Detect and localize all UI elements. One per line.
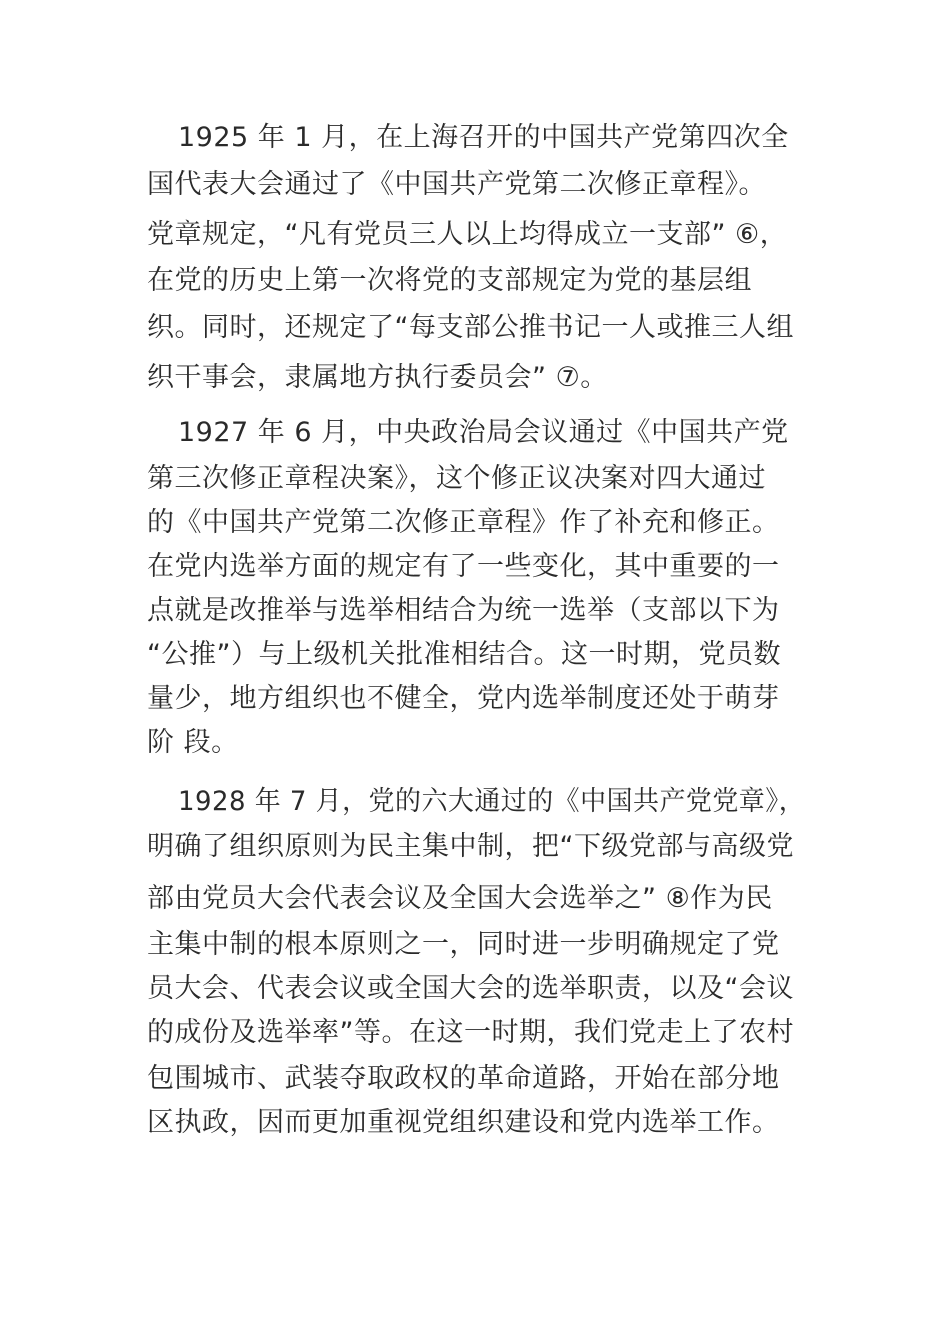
text-line: 第三次修正章程决案》，这个修正议决案对四大通过 xyxy=(147,463,766,494)
text-line: 点就是改推举与选举相结合为统一选举（支部以下为 xyxy=(147,595,780,626)
text-line: 的《中国共产党第二次修正章程》作了补充和修正。 xyxy=(147,507,780,538)
text-line: “公推”）与上级机关批准相结合。这一时期，党员数 xyxy=(147,639,781,670)
text-line: 区执政，因而更加重视党组织建设和党内选举工作。 xyxy=(147,1107,780,1138)
text-line: 阶 段。 xyxy=(147,727,239,758)
text-line: 在党的历史上第一次将党的支部规定为党的基层组 xyxy=(147,265,752,296)
text-line: 员大会、代表会议或全国大会的选举职责，以及“会议 xyxy=(147,973,794,1004)
text-line: 量少，地方组织也不健全，党内选举制度还处于萌芽 xyxy=(147,683,780,714)
text-line: 国代表大会通过了《中国共产党第二次修正章程》。 xyxy=(147,169,766,200)
text-line: 主集中制的根本原则之一，同时进一步明确规定了党 xyxy=(147,929,780,960)
text-line: 1928 年 7 月，党的六大通过的《中国共产党党章》， xyxy=(178,786,806,817)
text-line: 织干事会，隶属地方执行委员会” ⑦。 xyxy=(147,362,608,393)
text-line: 包围城市、武装夺取政权的革命道路，开始在部分地 xyxy=(147,1063,780,1094)
text-line: 明确了组织原则为民主集中制，把“下级党部与高级党 xyxy=(147,831,794,862)
text-line: 1927 年 6 月，中央政治局会议通过《中国共产党 xyxy=(178,417,789,448)
text-line: 的成份及选举率”等。在这一时期，我们党走上了农村 xyxy=(147,1017,794,1048)
text-line: 1925 年 1 月，在上海召开的中国共产党第四次全 xyxy=(178,122,789,153)
text-line: 织。同时，还规定了“每支部公推书记一人或推三人组 xyxy=(147,312,794,343)
text-line: 党章规定，“凡有党员三人以上均得成立一支部” ⑥， xyxy=(147,219,788,250)
text-line: 在党内选举方面的规定有了一些变化，其中重要的一 xyxy=(147,551,780,582)
text-line: 部由党员大会代表会议及全国大会选举之” ⑧作为民 xyxy=(147,883,773,914)
